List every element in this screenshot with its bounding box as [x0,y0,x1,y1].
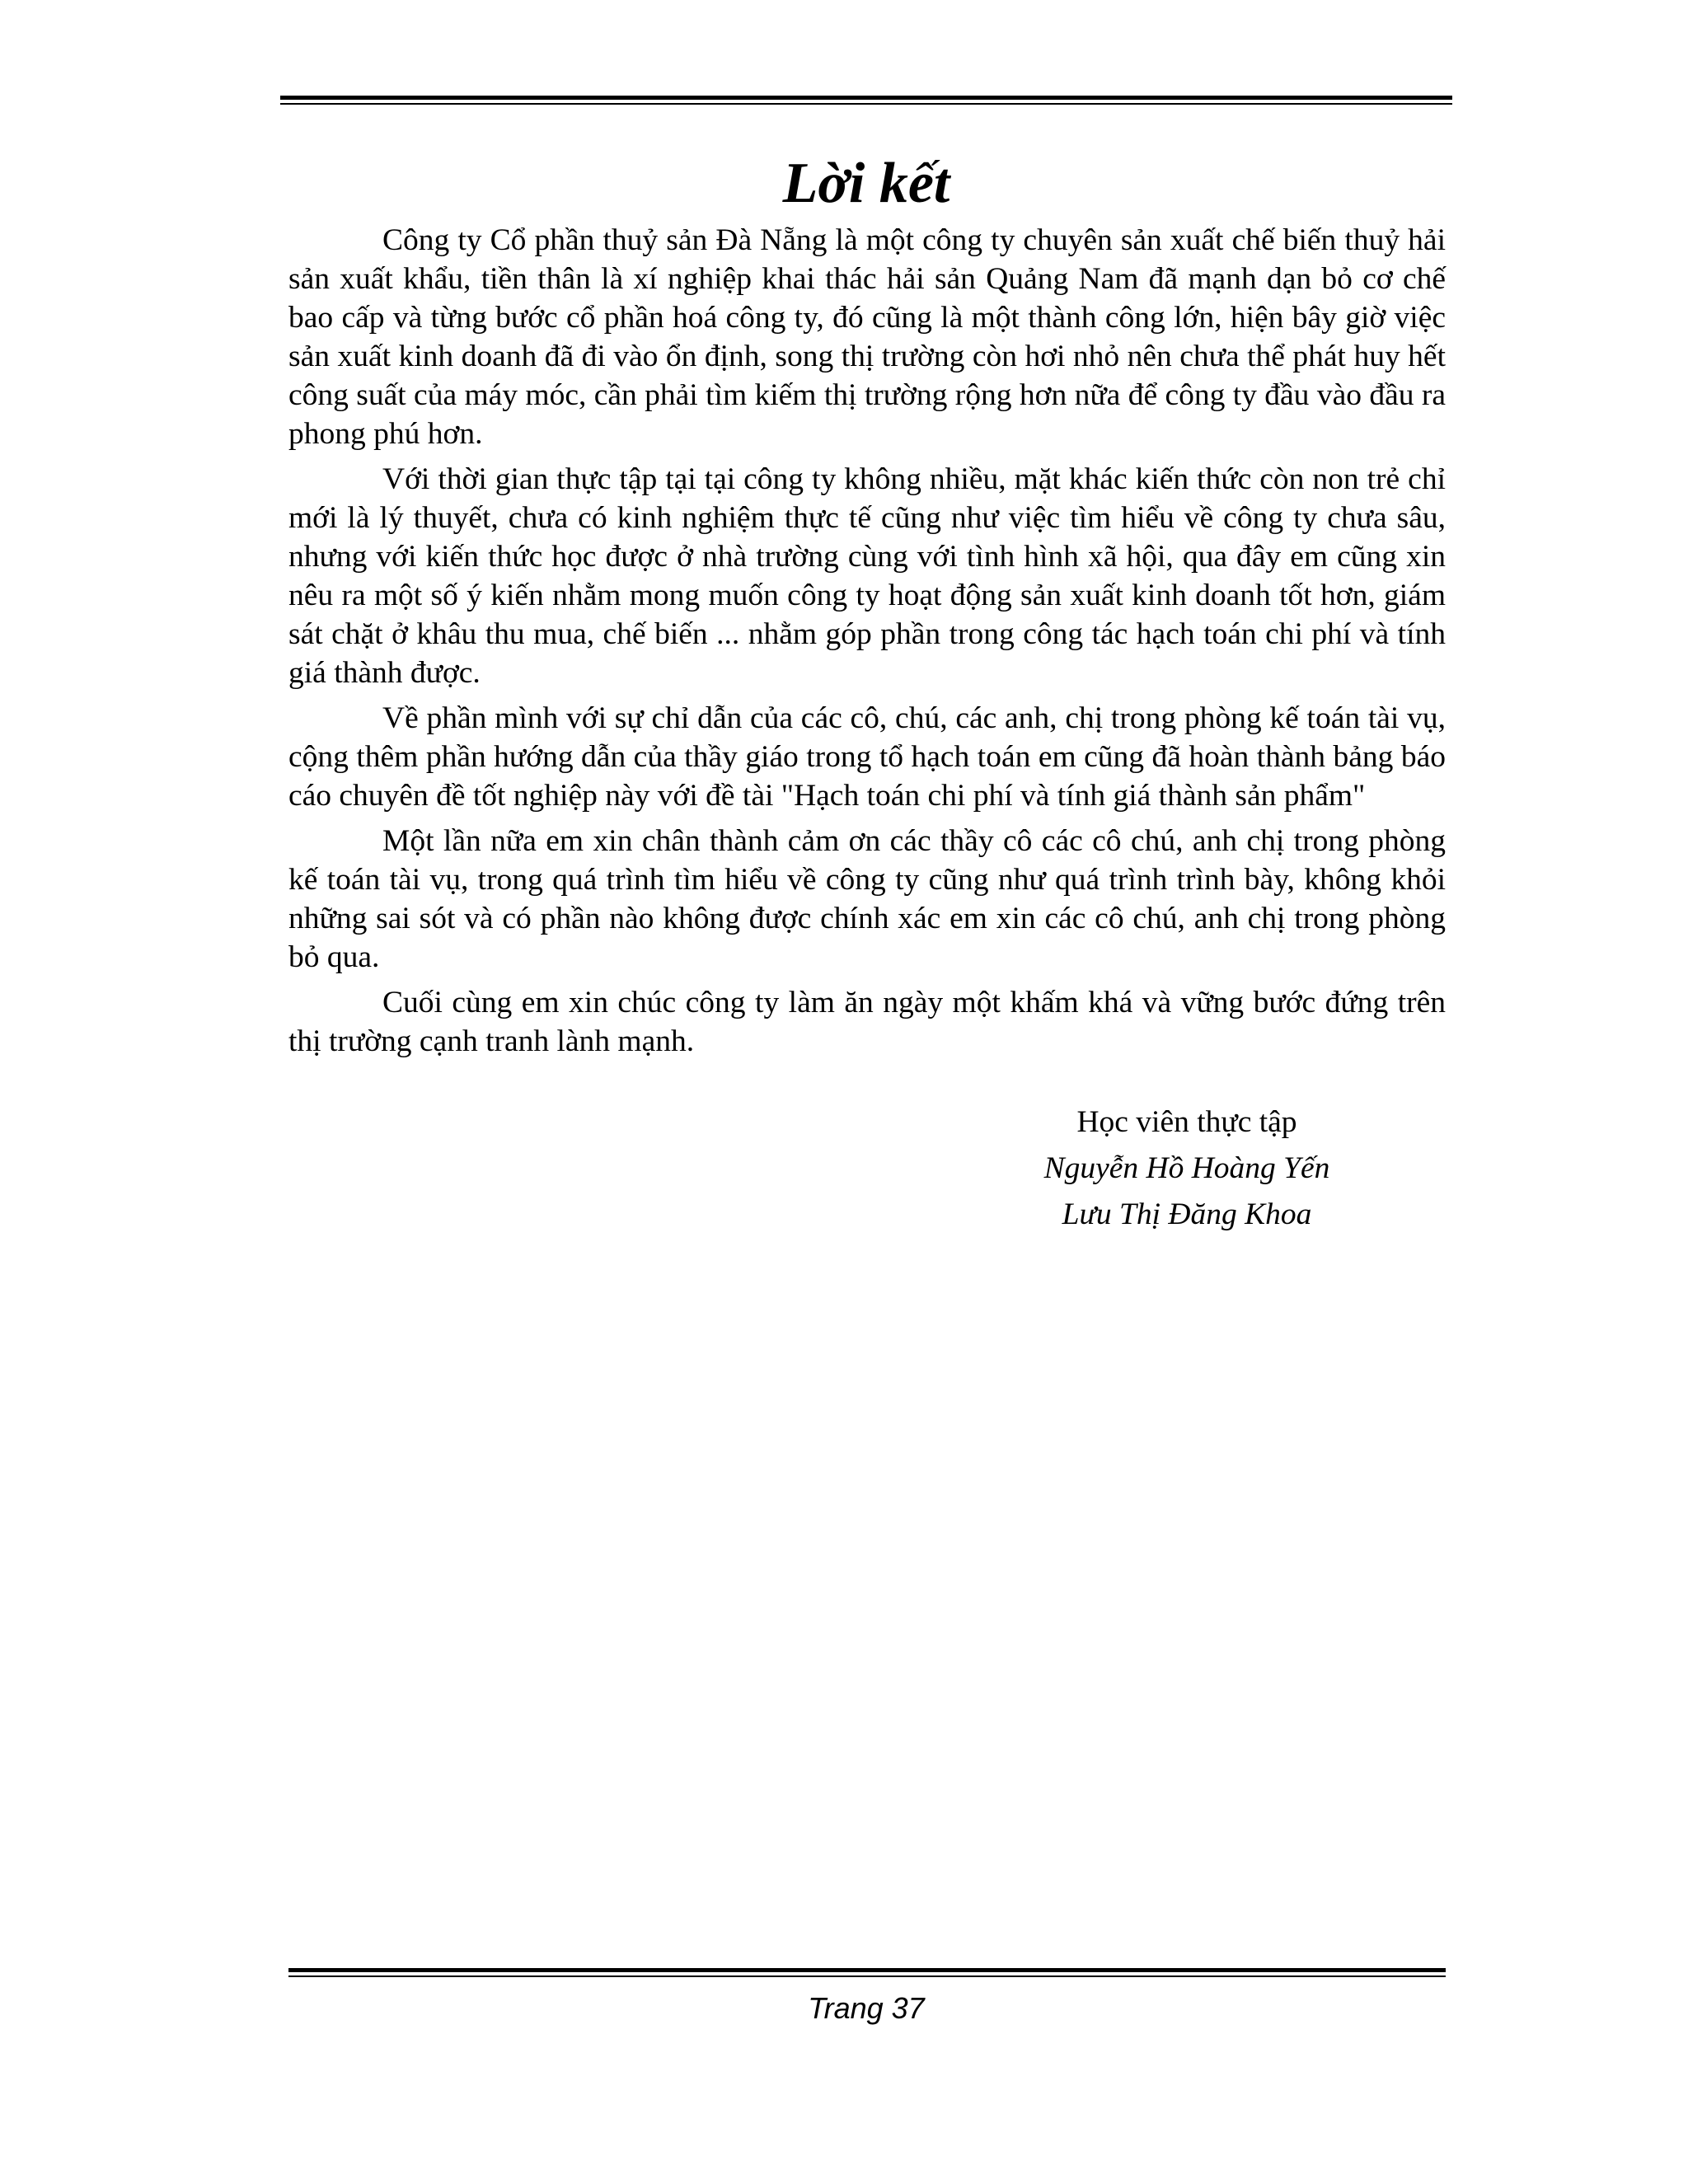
header-rule-thick [280,96,1452,100]
signature-name-1: Nguyễn Hồ Hoàng Yến [1043,1151,1330,1185]
paragraph-5: Cuối cùng em xin chúc công ty làm ăn ngày một khấm khá và vững bước đứng trên thị trường cạnh tranh lành mạnh. [288,986,1446,1058]
signature-block [907,1099,1467,1238]
page-number: Trang 37 [808,1991,925,2025]
signature-name-2: Lưu Thị Đăng Khoa [1062,1197,1312,1231]
page-title: Lời kết [782,152,950,215]
footer-rule-thin [288,1975,1446,1977]
body-text [288,221,1446,1067]
paragraph-2: Với thời gian thực tập tại tại công ty không nhiều, mặt khác kiến thức còn non trẻ chỉ mới là lý thuyết, chưa có kinh nghiệm thực tế cũng như việc tìm hiểu về công ty chưa sâu, nhưng với kiến thức học được ở nhà trường cùng với tình hình xã hội, qua đây em cũng xin nêu ra một số ý kiến nhằm mong muốn công ty hoạt động sản xuất kinh doanh tốt hơn, giám sát chặt ở khâu thu mua, chế biến ... nhằm góp phần trong công tác hạch toán chi phí và tính giá thành được. [288,462,1446,690]
paragraph-1: Công ty Cổ phần thuỷ sản Đà Nẵng là một công ty chuyên sản xuất chế biến thuỷ hải sản xuất khẩu, tiền thân là xí nghiệp khai thác hải sản Quảng Nam đã mạnh dạn bỏ cơ chế bao cấp và từng bước cổ phần hoá công ty, đó cũng là một thành công lớn, hiện bây giờ việc sản xuất kinh doanh đã đi vào ổn định, song thị trường còn hơi nhỏ nên chưa thể phát huy hết công suất của máy móc, cần phải tìm kiếm thị trường rộng hơn nữa để công ty đầu vào đầu ra phong phú hơn. [288,223,1446,451]
paragraph-4: Một lần nữa em xin chân thành cảm ơn các thầy cô các cô chú, anh chị trong phòng kế toán tài vụ, trong quá trình tìm hiểu về công ty cũng như quá trình trình bày, không khỏi những sai sót và có phần nào không được chính xác em xin các cô chú, anh chị trong phòng bỏ qua. [288,824,1446,974]
paragraph-3: Về phần mình với sự chỉ dẫn của các cô, chú, các anh, chị trong phòng kế toán tài vụ, cộng thêm phần hướng dẫn của thầy giáo trong tổ hạch toán em cũng đã hoàn thành bảng báo cáo chuyên đề tốt nghiệp này với đề tài "Hạch toán chi phí và tính giá thành sản phẩm" [288,701,1446,813]
signature-role: Học viên thực tập [1076,1105,1297,1139]
footer-rule-thick [288,1968,1446,1972]
footer-double-rule [288,1968,1446,1978]
header-rule-thin [280,103,1452,105]
header-double-rule [280,96,1452,105]
